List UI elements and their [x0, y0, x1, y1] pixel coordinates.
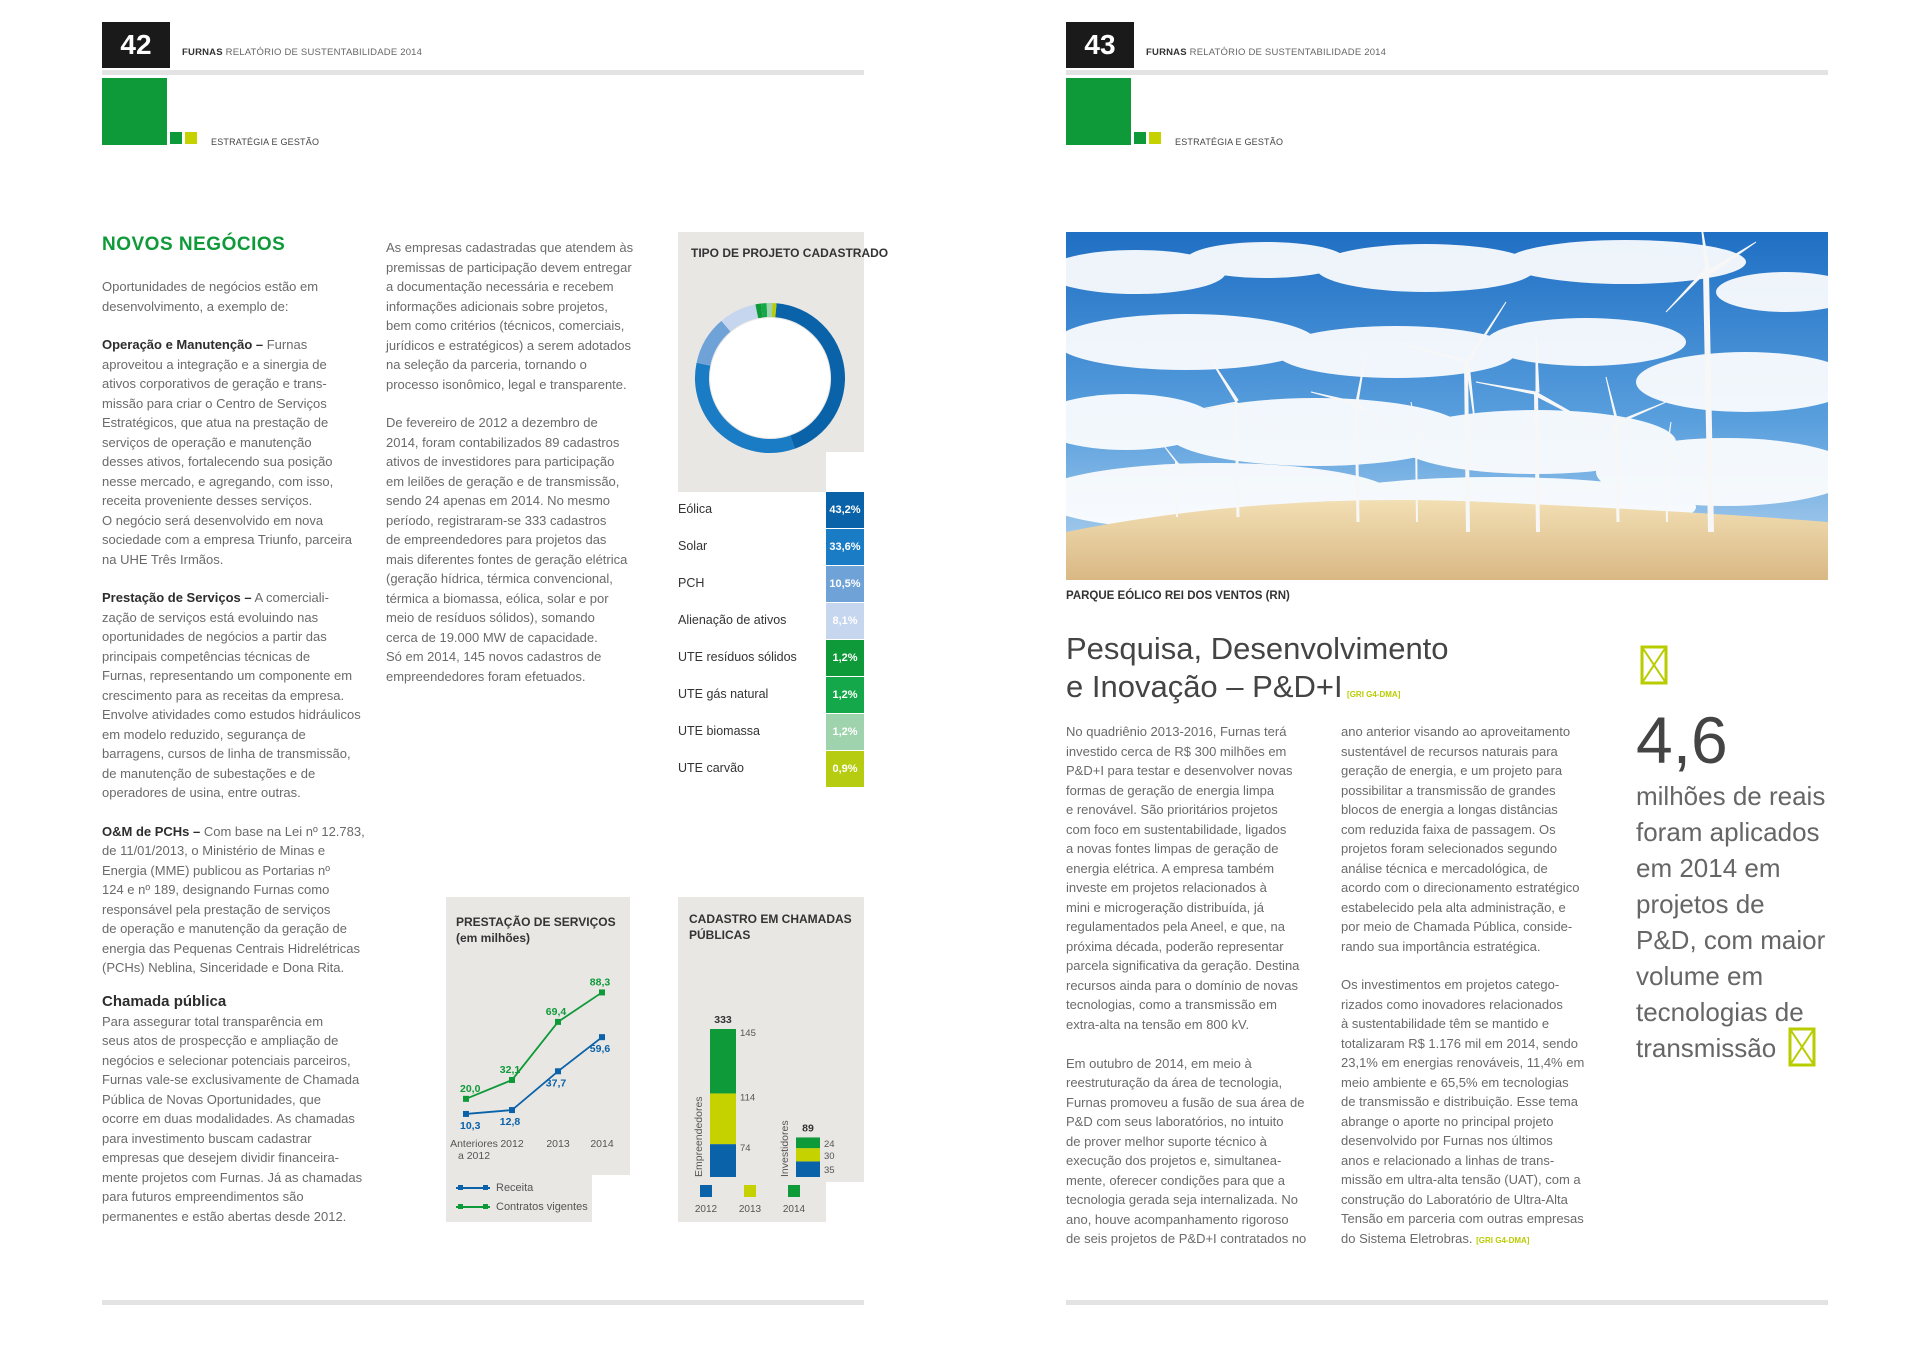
- quote-text: milhões de reais foram aplicados em 2014 em projetos de P&D, com maior volume em tecnologias de transmissão: [1636, 781, 1826, 1063]
- footer-rule-right: [1066, 1300, 1828, 1305]
- line-legend: [456, 1178, 588, 1216]
- legend-contratos-label: Contratos vigentes: [496, 1200, 588, 1213]
- category-label: Investidores: [779, 1120, 791, 1177]
- header-rule-left: [102, 70, 864, 75]
- paragraph-empresas-cadastradas: As empresas cadastradas que atendem às premissas de participação devem entregar a documentação necessária e recebem informações adicionais sobre projetos, bem como critérios (técnicos, comerciais, jurídicos e estratégicos) a serem adotados na seleção da parceria, tornando o processo isonômico, legal e transparente.: [386, 240, 634, 392]
- legend-row-7: [678, 751, 864, 787]
- legend-swatch-2012: [700, 1185, 712, 1197]
- point-label: 10,3: [460, 1119, 481, 1132]
- col2-gri-tag: [GRI G4-DMA]: [1476, 1235, 1530, 1245]
- legend-value-badge: 10,5%: [826, 566, 864, 602]
- heading-novos-negocios: NOVOS NEGÓCIOS: [102, 234, 286, 255]
- title-pdi-text: Pesquisa, Desenvolvimento e Inovação – P&D+I: [1066, 631, 1449, 704]
- legend-category-label: UTE gás natural: [678, 687, 769, 701]
- point-label: 20,0: [460, 1082, 481, 1095]
- right-column-2: [1341, 722, 1611, 1250]
- bar-segment-Investidores-2012: [796, 1161, 820, 1177]
- section-square-green-right: [1134, 132, 1146, 144]
- bar-total-label: 89: [802, 1122, 814, 1135]
- header-rule-right: [1066, 70, 1828, 75]
- paragraph-prestacao: [102, 588, 372, 803]
- bar-segment-Investidores-2013: [796, 1148, 820, 1161]
- header-report-right: RELATÓRIO DE SUSTENTABILIDADE 2014: [1189, 47, 1387, 58]
- wind-farm-photo: [1066, 232, 1828, 580]
- bar-segment-Investidores-2014: [796, 1137, 820, 1148]
- legend-value-badge: 1,2%: [826, 714, 864, 750]
- left-column-1: [102, 277, 372, 1226]
- paragraph-prestacao-text: A comerciali- zação de serviços está evoluindo nas oportunidades de negócios a partir das principais competências técnicas de Furnas, representando um componente em crescimento para as receitas da empresa. Envolve atividades como estudos hidráulicos em modelo reduzido, segurança de barragens, cursos de linha de transmissão, de manutenção de subestações e de operadores de usina, entre outras.: [102, 590, 361, 800]
- section-block-right: [1066, 78, 1131, 145]
- legend-category-label: UTE carvão: [678, 761, 744, 775]
- legend-value-badge: 1,2%: [826, 677, 864, 713]
- paragraph-chamada-publica: Para assegurar total transparência em seus atos de prospecção e ampliação de negócios e selecionar potenciais parceiros, Furnas vale-se exclusivamente de Chamada Pública de Novas Oportunidades, que ocorre em duas modalidades. As chamadas para investimento buscam cadastrar empresas que desejem dividir financeira- mente projetos com Furnas. Já as chamadas para futuros empreendimentos são permanentes e estão abertas desde 2012.: [102, 1013, 363, 1224]
- paragraph-cadastros: De fevereiro de 2012 a dezembro de 2014, foram contabilizados 89 cadastros ativos de investidores para participação em leilões de geração e de transmissão, sendo 24 apenas em 2014. No mesmo período, registraram-se 333 cadastros de empreendedores para projetos das mais diferentes fontes de geração elétrica (geração hídrica, térmica convencional, térmica a biomassa, eólica, solar e por meio de resíduos sólidos), somando cerca de 19.000 MW de capacidade. Só em 2014, 145 novos cadastros de empreendedores foram efetuados.: [386, 415, 628, 684]
- donut-slice-4: [757, 310, 762, 311]
- x-tick-label: Anteriores: [450, 1138, 498, 1150]
- header-title-left: [182, 47, 422, 58]
- segment-value-label: 74: [740, 1143, 751, 1155]
- legend-category-label: UTE resíduos sólidos: [678, 650, 797, 664]
- legend-row-4: [678, 640, 864, 676]
- legend-year-label: 2012: [694, 1204, 718, 1215]
- tipo-projeto-title: TIPO DE PROJETO CADASTRADO: [691, 246, 889, 260]
- section-label-right: ESTRATÉGIA E GESTÃO: [1175, 137, 1284, 147]
- legend-contratos: [456, 1197, 588, 1216]
- segment-value-label: 35: [824, 1165, 835, 1177]
- bar-segment-Empreendedores-2013: [710, 1093, 736, 1144]
- section-square-lime-left: [185, 132, 197, 144]
- x-tick-label: 2014: [590, 1138, 614, 1150]
- right-column-1: No quadriênio 2013-2016, Furnas terá investido cerca de R$ 300 milhões em P&D+I para testar e desenvolver novas formas de geração de energia limpa e renovável. São prioritários projetos com foco em sustentabilidade, ligados a novas fontes limpas de geração de energia elétrica. A empresa também investe em projetos relacionados à mini e microgeração distribuída, já regulamentados pela Aneel, e que, na próxima década, poderão representar parcela significativa da geração. Destina recursos ainda para o domínio de novas tecnologias, como a transmissão em extra-alta na tensão em 800 kV. Em outubro de 2014, em meio à reestruturação da área de tecnologia, Furnas promoveu a fusão de sua área de P&D com seus laboratórios, no intuito de prover melhor suporte técnico à execução dos projetos e, simultanea- mente, oferecer condições para que a tecnologia gerada seja internalizada. No ano, houve acompanhamento rigoroso de seis projetos de P&D+I contratados no: [1066, 724, 1307, 1246]
- bar-total-label: 333: [714, 1014, 732, 1026]
- legend-category-label: PCH: [678, 576, 705, 590]
- category-label: Empreendedores: [693, 1096, 705, 1177]
- paragraph-om-pchs: [102, 822, 372, 978]
- x-tick-label: 2013: [546, 1138, 570, 1150]
- header-brand-right: FURNAS: [1146, 47, 1187, 58]
- series-point: [463, 1111, 469, 1117]
- point-label: 37,7: [545, 1077, 567, 1090]
- section-label-left: ESTRATÉGIA E GESTÃO: [211, 137, 320, 147]
- quote-open-mark-icon: [1640, 645, 1670, 687]
- x-tick-label: 2012: [500, 1138, 524, 1150]
- series-point: [509, 1077, 515, 1083]
- paragraph-investimentos: [1341, 975, 1611, 1250]
- legend-category-label: Solar: [678, 539, 708, 553]
- legend-row-6: [678, 714, 864, 750]
- legend-contratos-marker: [456, 1202, 490, 1212]
- legend-category-label: UTE biomassa: [678, 724, 760, 738]
- cadastro-chamadas-title: CADASTRO EM CHAMADAS PÚBLICAS: [689, 912, 852, 942]
- legend-row-0: [678, 492, 864, 528]
- legend-year-label: 2013: [738, 1204, 762, 1215]
- paragraph-om-pchs-text: Com base na Lei nº 12.783, de 11/01/2013, o Ministério de Minas e Energia (MME) publicou as Portarias nº 124 e nº 189, designando Furnas como responsável pela prestação de serviços de operação e manutenção da geração de energia das Pequenas Centrais Hidrelétricas (PCHs) Neblina, Sinceridade e Dona Rita.: [102, 823, 365, 975]
- header-report-left: RELATÓRIO DE SUSTENTABILIDADE 2014: [225, 47, 423, 58]
- quote-number: 4,6: [1636, 703, 1728, 777]
- legend-value-badge: 43,2%: [826, 492, 864, 528]
- tipo-projeto-donut-chart: [690, 298, 850, 458]
- segment-value-label: 145: [740, 1028, 756, 1039]
- bar-segment-Empreendedores-2014: [710, 1029, 736, 1093]
- legend-receita-label: Receita: [496, 1181, 534, 1194]
- series-point: [555, 1019, 561, 1025]
- series-point: [599, 1034, 605, 1040]
- footer-rule-left: [102, 1300, 864, 1305]
- point-label: 12,8: [499, 1116, 521, 1129]
- legend-swatch-2013: [744, 1185, 756, 1197]
- paragraph-operacao-text: Furnas aproveitou a integração e a sinergia de ativos corporativos de geração e trans- missão para criar o Centro de Serviços Estratégicos, que atua na prestação de serviços de operação e manutenção desses ativos, fortalecendo sua posição nesse mercado, e agregando, com isso, receita proveniente desses serviços. O negócio será desenvolvido em nova sociedade com a empresa Triunfo, parceira na UHE Três Irmãos.: [102, 337, 353, 567]
- legend-value-badge: 8,1%: [826, 603, 864, 639]
- point-label: 69,4: [545, 1005, 567, 1018]
- paragraph-operacao: [102, 335, 372, 569]
- prestacao-box-notch: [592, 1175, 630, 1222]
- cadastro-stacked-bar-chart: [678, 945, 864, 1215]
- legend-value-badge: 0,9%: [826, 751, 864, 787]
- paragraph-om-pchs-title: O&M de PCHs –: [102, 823, 201, 839]
- series-point: [599, 989, 605, 995]
- legend-year-label: 2014: [782, 1204, 806, 1215]
- header-title-right: [1146, 47, 1386, 58]
- legend-category-label: Eólica: [678, 502, 713, 516]
- prestacao-line-chart: [446, 960, 630, 1170]
- title-pdi: [1066, 630, 1486, 706]
- prestacao-servicos-title: PRESTAÇÃO DE SERVIÇOS (em milhões): [456, 915, 616, 945]
- segment-value-label: 114: [740, 1092, 756, 1104]
- intro-paragraph: Oportunidades de negócios estão em desenvolvimento, a exemplo de:: [102, 279, 319, 314]
- quote-close-mark-icon: [1788, 1027, 1818, 1069]
- legend-row-3: [678, 603, 864, 639]
- section-square-lime-right: [1149, 132, 1161, 144]
- paragraph-prestacao-title: Prestação de Serviços –: [102, 590, 252, 605]
- legend-category-label: Alienação de ativos: [678, 613, 787, 627]
- legend-row-5: [678, 677, 864, 713]
- paragraph-operacao-title: Operação e Manutenção –: [102, 337, 264, 352]
- legend-value-badge: 33,6%: [826, 529, 864, 565]
- paragraph-investimentos-text: Os investimentos em projetos catego- rizados como inovadores relacionados à sustentabilidade têm se mantido e totalizaram R$ 1.176 mil em 2014, sendo 23,1% em energias renováveis, 11,4% em meio ambiente e 65,5% em tecnologias de transmissão e distribuição. Esse tema abrange o aporte no principal projeto desenvolvido por Furnas nos últimos anos e relacionado a linhas de trans- missão em ultra-alta tensão (UAT), com a construção do Laboratório de Ultra-Alta Tensão em parceria com outras empresas do Sistema Eletrobras.: [1341, 977, 1585, 1246]
- segment-value-label: 30: [824, 1150, 835, 1162]
- point-label: 88,3: [589, 976, 611, 989]
- section-square-green-left: [170, 132, 182, 144]
- series-line-1: [466, 992, 602, 1098]
- bar-segment-Empreendedores-2012: [710, 1144, 736, 1177]
- title-gri-tag: [GRI G4-DMA]: [1347, 690, 1401, 699]
- header-brand-left: FURNAS: [182, 47, 223, 58]
- series-point: [555, 1068, 561, 1074]
- legend-row-1: [678, 529, 864, 565]
- segment-value-label: 24: [824, 1138, 835, 1150]
- point-label: 59,6: [589, 1043, 611, 1056]
- page-number-right: 43: [1066, 22, 1134, 68]
- subheading-chamada-publica: Chamada pública: [102, 992, 227, 1010]
- legend-receita-marker: [456, 1183, 490, 1193]
- x-tick-label: a 2012: [457, 1150, 491, 1162]
- legend-value-badge: 1,2%: [826, 640, 864, 676]
- page-number-left: 42: [102, 22, 170, 68]
- legend-row-2: [678, 566, 864, 602]
- section-block-left: [102, 78, 167, 145]
- tipo-projeto-box-notch: [826, 452, 864, 492]
- paragraph-projetos-selecionados: ano anterior visando ao aproveitamento sustentável de recursos naturais para geração de energia, e um projeto para possibilitar a transmissão de grandes blocos de energia a longas distâncias com reduzida faixa de passagem. Os projetos foram selecionados segundo análise técnica e mercadológica, de acordo com o direcionamento estratégico estabelecido pela alta administração, e por meio de Chamada Pública, conside- rando sua importância estratégica.: [1341, 724, 1580, 954]
- series-line-0: [466, 1037, 602, 1114]
- donut-center: [710, 318, 830, 438]
- photo-caption: PARQUE EÓLICO REI DOS VENTOS (RN): [1066, 590, 1290, 602]
- series-point: [509, 1107, 515, 1113]
- legend-receita: [456, 1178, 588, 1197]
- left-column-2: [386, 238, 656, 686]
- point-label: 32,1: [499, 1063, 521, 1076]
- legend-swatch-2014: [788, 1185, 800, 1197]
- series-point: [463, 1096, 469, 1102]
